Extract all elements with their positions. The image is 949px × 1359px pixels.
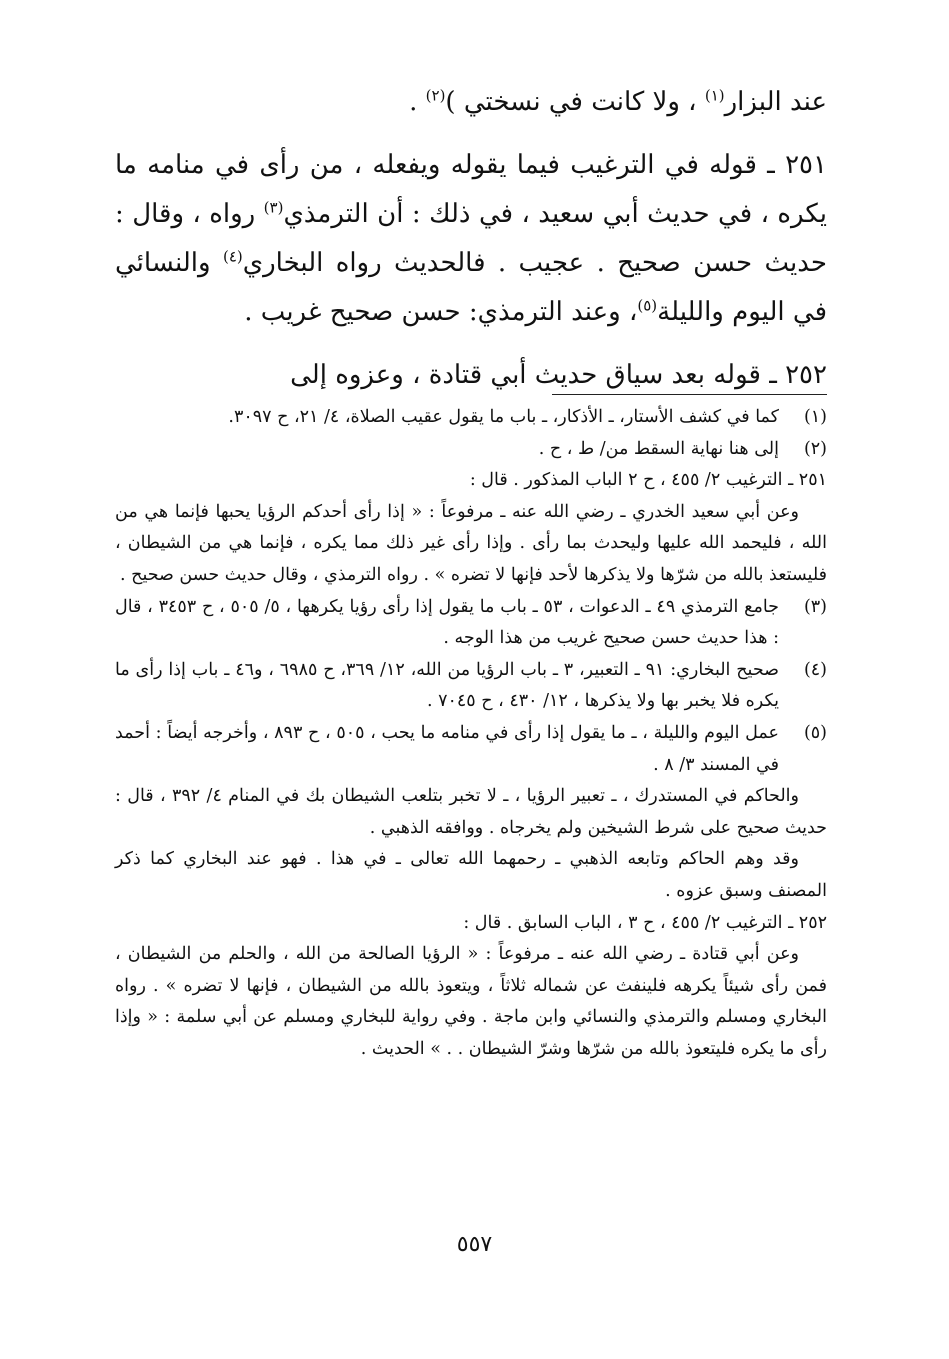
footnote-separator	[552, 394, 827, 395]
footnote-text: صحيح البخاري: ٩١ ـ التعبير، ٣ ـ باب الرؤيا من الله، ١٢/ ٣٦٩، ح ٦٩٨٥ ، و٤٦ ـ باب إذا رأى ما يكره فلا يخبر بها ولا يذكرها ، ١٢/ ٤٣٠ ، ح ٧٠٤٥ .	[115, 659, 779, 712]
footnote-text: كما في كشف الأستار، ـ الأذكار، ـ باب ما يقول عقيب الصلاة، ٤/ ٢١، ح ٣٠٩٧.	[228, 407, 779, 427]
footnote-5-paragraph-3: وقد وهم الحاكم وتابعه الذهبي ـ رحمهما الله تعالى ـ في هذا . فهو عند البخاري كما ذكر المصنف وسبق عزوه .	[115, 849, 827, 901]
footnote-ref-1[interactable]: (١)	[704, 86, 725, 105]
footnote-text: إلى هنا نهاية السقط من/ ط ، ح .	[538, 438, 779, 459]
note-252	[115, 908, 827, 1066]
continued-line: عند البزار$^{(١)}$ ، ولا كانت في نسختي )$^{(٢)}$ .	[409, 86, 827, 117]
footnote-ref-2[interactable]: (٢)	[425, 86, 446, 105]
footnote-text: عمل اليوم والليلة ، ـ ما يقول إذا رأى في منامه ما يحب ، ٥٠٥ ، ح ٨٩٣ ، وأخرجه أيضاً : أحمد في المسند ٣/ ٨ .	[115, 722, 779, 775]
page-number: ٥٥٧	[456, 1232, 493, 1257]
footnote-number: (٥)	[803, 722, 827, 743]
note-251-header: ٢٥١ ـ الترغيب ٢/ ٤٥٥ ، ح ٢ الباب المذكور . قال :	[469, 470, 827, 491]
footnote-5-continuation	[115, 781, 827, 907]
footnote-5	[115, 718, 827, 781]
footnote-1	[115, 402, 827, 434]
footnote-text: جامع الترمذي ٤٩ ـ الدعوات ، ٥٣ ـ باب ما يقول إذا رأى رؤيا يكرهها ، ٥/ ٥٠٥ ، ح ٣٤٥٣ ، قال : هذا حديث حسن صحيح غريب من هذا الوجه .	[115, 596, 779, 649]
footnote-5-paragraph-2: والحاكم في المستدرك ، ـ تعبير الرؤيا ، ـ لا تخبر بتلعب الشيطان بك في المنام ٤/ ٣٩٢ ، قال : حديث صحيح على شرط الشيخين ولم يخرجاه . ووافقه الذهبي .	[115, 786, 827, 838]
main-text	[115, 78, 827, 400]
note-251-quote: وعن أبي سعيد الخدري ـ رضي الله عنه ـ مرفوعاً : « إذا رأى أحدكم الرؤيا يحبها فإنما هي من الله ، فليحمد الله عليها وليحدث بما رأى . وإذا رأى غير ذلك مما يكره ، فإنما هي من الشيطان ، فليستعذ بالله من شرّها ولا يذكرها لأحد فإنها لا تضره » . رواه الترمذي ، وقال حديث حسن صحيح .	[115, 501, 827, 585]
footnote-ref-4[interactable]: (٤)	[222, 247, 243, 266]
footnote-ref-3[interactable]: (٣)	[263, 198, 284, 217]
footnote-ref-5[interactable]: (٥)	[637, 296, 658, 315]
footnote-number: (١)	[803, 407, 827, 427]
footnote-number: (٢)	[803, 438, 827, 459]
footnote-number: (٣)	[803, 596, 827, 617]
note-252-header: ٢٥٢ ـ الترغيب ٢/ ٤٥٥ ، ح ٣ ، الباب السابق . قال :	[463, 912, 827, 933]
paragraph-252: ٢٥٢ ـ قوله بعد سياق حديث أبي قتادة ، وعزوه إلى	[290, 360, 827, 390]
footnote-number: (٤)	[803, 659, 827, 680]
footnote-4	[115, 655, 827, 718]
footnote-2	[115, 434, 827, 466]
note-252-quote: وعن أبي قتادة ـ رضي الله عنه ـ مرفوعاً : « الرؤيا الصالحة من الله ، والحلم من الشيطان ، فمن رأى شيئاً يكرهه فلينفث عن شماله ثلاثاً ، ويتعوذ بالله من الشيطان ، فإنها لا تضره » . رواه البخاري ومسلم والترمذي والنسائي وابن ماجة . وفي رواية للبخاري ومسلم عن أبي سلمة : « وإذا رأى ما يكره فليتعوذ بالله من شرّها وشرّ الشيطان . . » الحديث .	[115, 944, 827, 1059]
footnotes	[115, 402, 827, 1065]
footnote-3	[115, 592, 827, 655]
paragraph-251: ٢٥١ ـ قوله في الترغيب فيما يقوله ويفعله ، من رأى في منامه ما يكره ، في حديث أبي سعيد ، في ذلك : أن الترمذي$^{(٣)}$ رواه ، وقال : حديث حسن صحيح . عجيب . فالحديث رواه البخاري$^{(٤)}$ والنسائي في اليوم والليلة$^{(٥)}$، وعند الترمذي: حسن صحيح غريب .	[115, 150, 827, 327]
note-251	[115, 465, 827, 591]
